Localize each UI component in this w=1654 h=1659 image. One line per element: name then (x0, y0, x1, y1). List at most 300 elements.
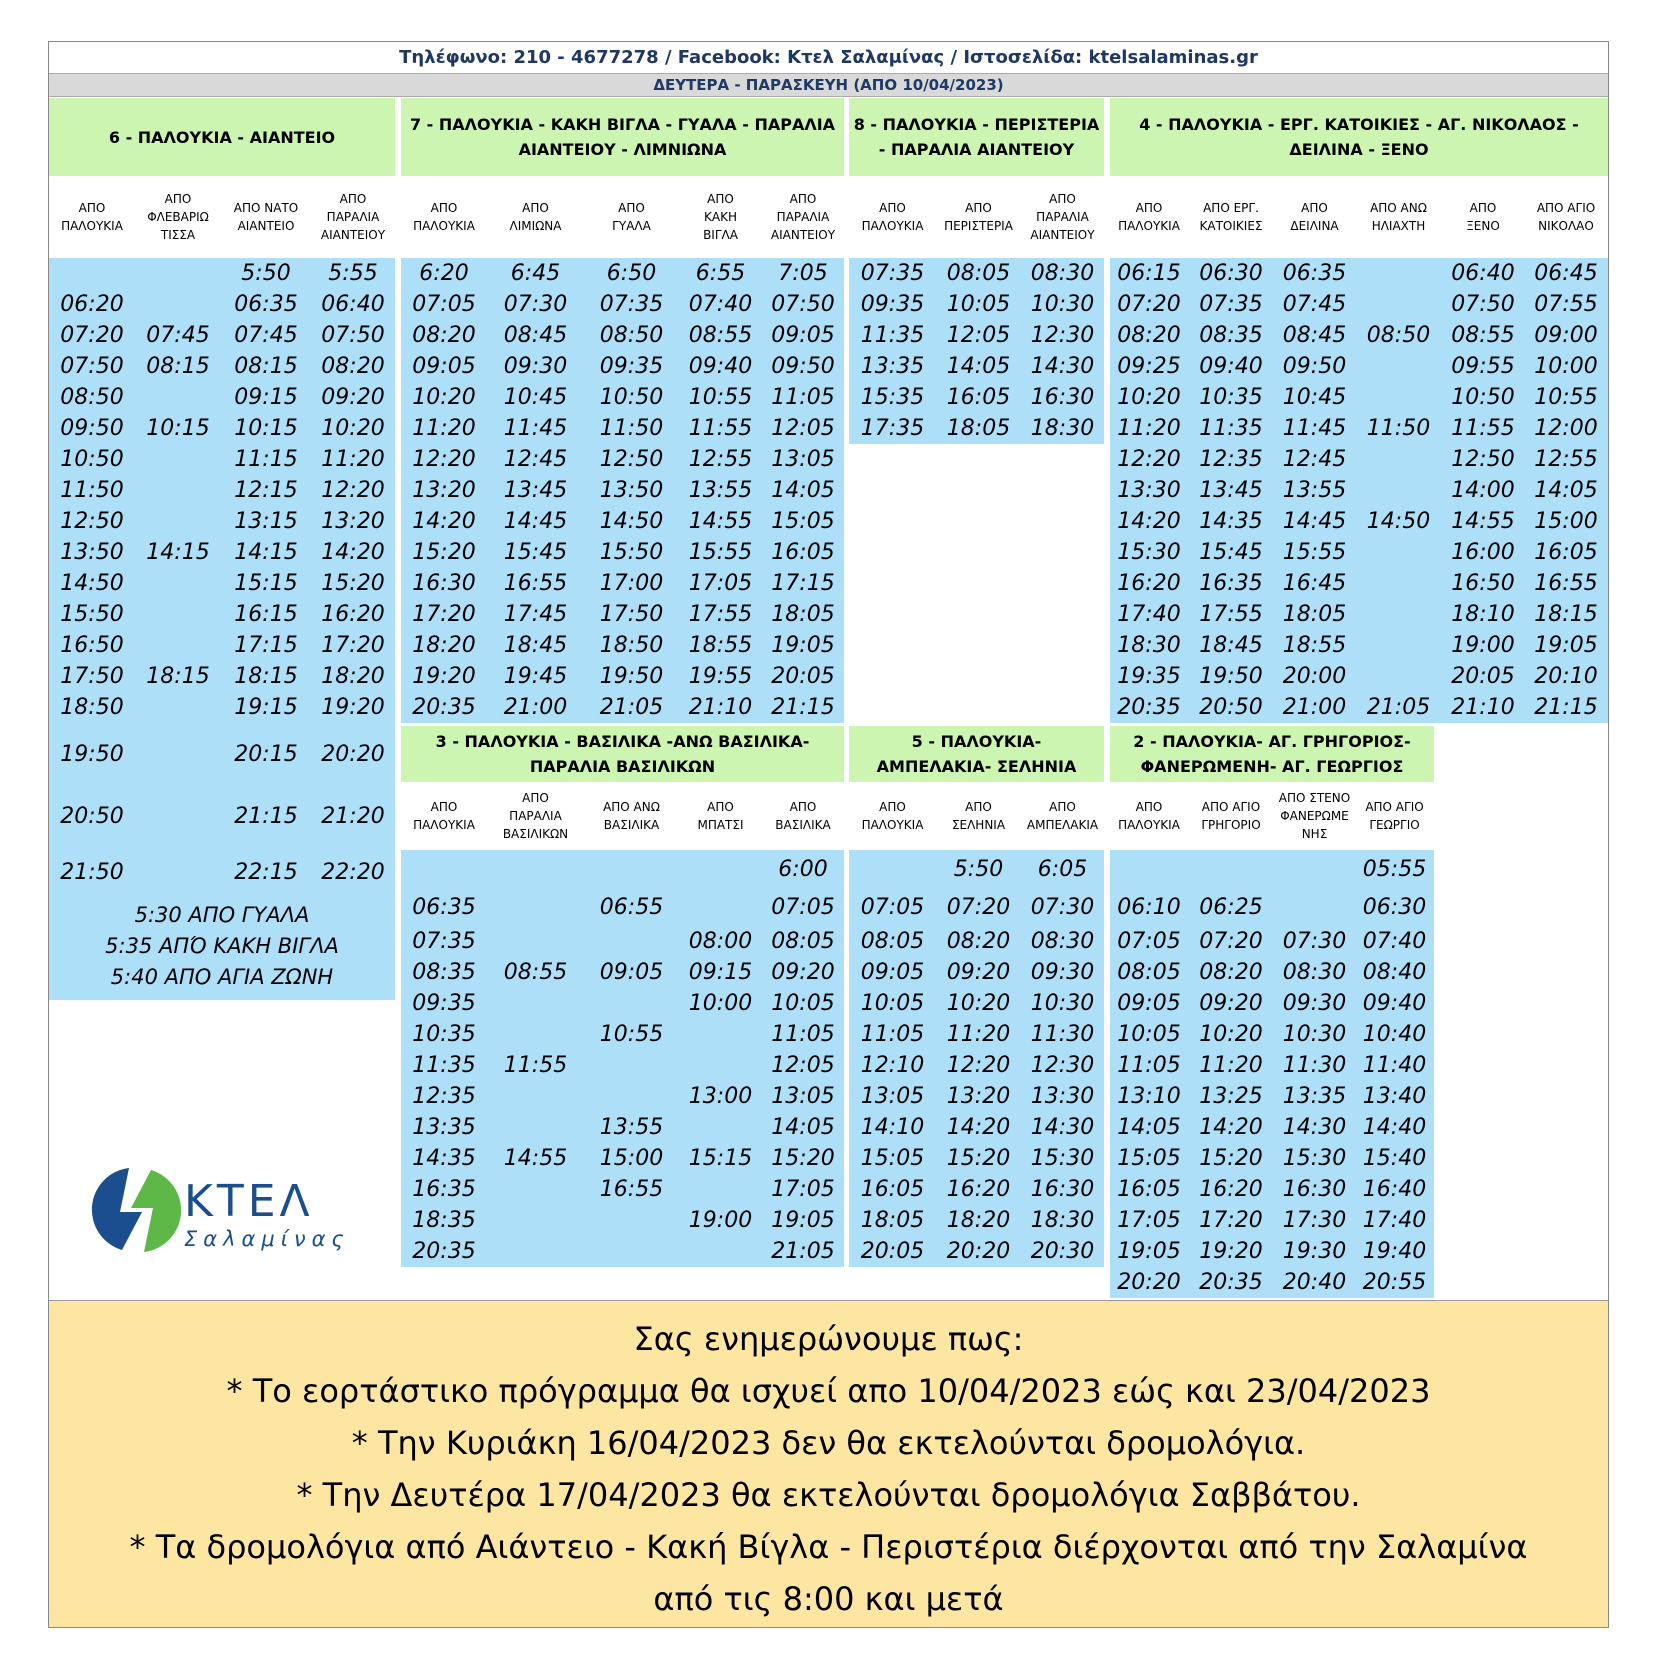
time-cell (135, 630, 221, 661)
time-cell: 22:20 (321, 859, 385, 885)
column-header: ΑΠΟ ΒΑΣΙΛΙΚΑ (775, 800, 831, 832)
column-header: ΑΠΟ ΠΑΛΟΥΚΙΑ (413, 201, 475, 233)
time-cell: 16:05 (771, 540, 835, 565)
time-cell: 08:05 (1117, 960, 1181, 985)
time-cell: 11:35 (1199, 416, 1263, 441)
time-cell (135, 785, 221, 847)
time-cell (679, 1236, 762, 1267)
column-header: ΑΠΟ ΓΥΑΛΑ (612, 201, 651, 233)
time-cell: 11:35 (860, 323, 925, 348)
schedule-period: ΔΕΥΤΕΡΑ - ΠΑΡΑΣΚΕΥΗ (ΑΠΟ 10/04/2023) (49, 74, 1608, 97)
time-cell: 19:20 (412, 664, 476, 689)
time-cell: 16:20 (321, 602, 385, 627)
time-cell: 18:45 (1199, 633, 1263, 658)
time-cell: 06:20 (60, 292, 124, 317)
time-cell: 09:30 (503, 354, 568, 379)
time-cell: 12:20 (412, 447, 476, 472)
time-cell: 14:30 (1282, 1115, 1347, 1140)
time-cell: 09:40 (1362, 991, 1427, 1016)
time-cell (1355, 537, 1442, 568)
time-cell (135, 506, 221, 537)
time-cell: 20:30 (1030, 1239, 1095, 1264)
time-cell: 14:05 (771, 1115, 835, 1140)
time-cell: 15:15 (688, 1146, 753, 1171)
time-cell: 14:45 (503, 509, 568, 534)
time-cell: 07:20 (1199, 929, 1263, 954)
time-cell: 07:35 (860, 261, 925, 286)
time-cell: 10:40 (1362, 1022, 1427, 1047)
time-cell: 13:50 (60, 540, 124, 565)
time-cell: 09:05 (771, 323, 835, 348)
time-cell: 09:50 (60, 416, 124, 441)
time-cell (487, 1205, 584, 1236)
time-cell: 21:15 (1534, 695, 1598, 720)
time-cell: 19:40 (1362, 1239, 1427, 1264)
time-cell: 15:05 (771, 509, 835, 534)
column-headers (401, 782, 844, 850)
time-cell: 19:05 (771, 1208, 835, 1233)
time-cell: 6:00 (778, 856, 828, 882)
time-cell: 14:35 (412, 1146, 476, 1171)
time-cell: 21:10 (688, 695, 753, 720)
time-cell: 5:50 (953, 856, 1004, 882)
route-note: 5:35 ΑΠΌ ΚΑΚΗ ΒΙΓΛΑ (105, 934, 339, 958)
time-cell: 15:40 (1362, 1146, 1427, 1171)
time-cell: 16:40 (1362, 1177, 1427, 1202)
time-cell (487, 850, 584, 888)
time-cell: 09:15 (234, 385, 298, 410)
time-cell: 07:30 (1282, 929, 1347, 954)
time-cell: 16:45 (1282, 571, 1347, 596)
time-cell: 15:20 (321, 571, 385, 596)
column-header: ΑΠΟ ΦΛΕΒΑΡΙΩ ΤΙΣΣΑ (147, 192, 209, 242)
time-cell: 07:35 (599, 292, 664, 317)
time-cell: 20:05 (771, 664, 835, 689)
time-cell: 13:30 (1117, 478, 1181, 503)
time-cell: 18:10 (1451, 602, 1515, 627)
time-cell (487, 1112, 584, 1143)
column-header: ΑΠΟ ΝΑΤΟ ΑΙΑΝΤΕΙΟ (233, 201, 299, 233)
time-cell: 07:45 (146, 323, 210, 348)
time-cell: 15:45 (503, 540, 568, 565)
time-cell: 10:00 (1534, 354, 1598, 379)
time-cell: 11:30 (1030, 1022, 1095, 1047)
time-cell: 14:05 (771, 478, 835, 503)
times-table (849, 258, 1104, 444)
time-cell: 7:05 (778, 261, 828, 286)
time-cell: 08:55 (503, 960, 568, 985)
time-cell: 15:30 (1030, 1146, 1095, 1171)
time-cell: 11:50 (60, 478, 124, 503)
column-header: ΑΠΟ ΠΑΛΟΥΚΙΑ (1118, 201, 1180, 233)
time-cell (135, 444, 221, 475)
time-cell: 11:35 (412, 1053, 476, 1078)
time-cell: 09:50 (771, 354, 835, 379)
time-cell: 13:05 (771, 447, 835, 472)
time-cell: 11:20 (412, 416, 476, 441)
time-cell: 20:55 (1362, 1270, 1427, 1295)
time-cell: 11:20 (946, 1022, 1011, 1047)
time-cell: 19:35 (1117, 664, 1181, 689)
time-cell: 13:35 (412, 1115, 476, 1140)
time-cell (584, 1050, 679, 1081)
time-cell: 17:20 (1199, 1208, 1263, 1233)
time-cell: 09:30 (1282, 991, 1347, 1016)
time-cell: 18:55 (688, 633, 753, 658)
time-cell: 14:35 (1199, 509, 1263, 534)
time-cell: 12:55 (1534, 447, 1598, 472)
time-cell (849, 850, 936, 888)
times-table (1110, 258, 1608, 723)
time-cell: 08:55 (688, 323, 753, 348)
time-cell: 07:30 (1030, 894, 1095, 920)
time-cell: 13:30 (1030, 1084, 1095, 1109)
time-cell: 20:05 (1451, 664, 1515, 689)
time-cell (1188, 850, 1274, 888)
time-cell: 09:20 (946, 960, 1011, 985)
times-table (401, 258, 844, 723)
time-cell: 10:15 (234, 416, 298, 441)
time-cell (135, 289, 221, 320)
time-cell: 08:30 (1282, 960, 1347, 985)
time-cell: 18:15 (1534, 602, 1598, 627)
time-cell: 6:50 (606, 261, 657, 286)
time-cell: 16:35 (412, 1177, 476, 1202)
column-header: ΑΠΟ ΠΑΛΟΥΚΙΑ (61, 201, 123, 233)
time-cell: 10:30 (1030, 292, 1095, 317)
time-cell: 16:05 (946, 385, 1011, 410)
time-cell: 07:40 (1362, 929, 1427, 954)
time-cell: 14:05 (1117, 1115, 1181, 1140)
time-cell: 6:20 (419, 261, 469, 286)
times-table (49, 258, 395, 897)
time-cell (679, 888, 762, 926)
time-cell: 20:40 (1282, 1270, 1347, 1295)
time-cell: 17:00 (599, 571, 664, 596)
time-cell: 06:40 (321, 292, 385, 317)
time-cell (1355, 630, 1442, 661)
time-cell: 14:20 (1199, 1115, 1263, 1140)
time-cell: 10:30 (1282, 1022, 1347, 1047)
time-cell: 20:50 (60, 803, 124, 829)
time-cell: 16:05 (1534, 540, 1598, 565)
column-header: ΑΠΟ ΑΓΙΟ ΝΙΚΟΛΑΟ (1536, 201, 1596, 233)
time-cell: 09:30 (1030, 960, 1095, 985)
time-cell: 12:30 (1030, 1053, 1095, 1078)
time-cell: 10:20 (321, 416, 385, 441)
time-cell: 06:35 (412, 894, 476, 920)
time-cell (135, 258, 221, 289)
time-cell: 14:50 (599, 509, 664, 534)
time-cell: 21:00 (1282, 695, 1347, 720)
time-cell: 17:05 (1117, 1208, 1181, 1233)
time-cell: 16:20 (1117, 571, 1181, 596)
time-cell: 13:40 (1362, 1084, 1427, 1109)
column-header: ΑΠΟ ΣΤΕΝΟ ΦΑΝΕΡΩΜΕ ΝΗΣ (1278, 791, 1351, 841)
time-cell: 16:30 (1030, 385, 1095, 410)
time-cell: 09:15 (688, 960, 753, 985)
time-cell: 10:30 (1030, 991, 1095, 1016)
time-cell: 15:30 (1282, 1146, 1347, 1171)
time-cell (135, 692, 221, 723)
time-cell: 19:05 (771, 633, 835, 658)
time-cell: 16:50 (1451, 571, 1515, 596)
time-cell: 17:50 (60, 664, 124, 689)
time-cell: 07:05 (771, 894, 835, 920)
time-cell: 19:00 (1451, 633, 1515, 658)
time-cell (49, 258, 135, 289)
time-cell: 06:40 (1451, 261, 1515, 286)
time-cell: 07:45 (1282, 292, 1347, 317)
time-cell (584, 1236, 679, 1267)
time-cell: 09:35 (860, 292, 925, 317)
time-cell: 18:35 (412, 1208, 476, 1233)
time-cell: 17:15 (234, 633, 298, 658)
time-cell: 11:55 (1451, 416, 1515, 441)
time-cell: 16:55 (1534, 571, 1598, 596)
notice-line: * Την Κυριάκη 16/04/2023 δεν θα εκτελούνται δρομολόγια. (351, 1424, 1306, 1462)
times-table (849, 850, 1104, 1267)
time-cell (135, 568, 221, 599)
time-cell: 11:05 (771, 1022, 835, 1047)
column-header: ΑΠΟ ΑΓΙΟ ΓΡΗΓΟΡΙΟ (1201, 800, 1261, 832)
time-cell: 09:55 (1451, 354, 1515, 379)
column-header: ΑΠΟ ΜΠΑΤΣΙ (697, 800, 744, 832)
column-headers (1110, 782, 1434, 850)
column-header: ΑΠΟ ΑΝΩ ΒΑΣΙΛΙΚΑ (603, 800, 660, 832)
time-cell: 17:55 (1199, 602, 1263, 627)
time-cell: 09:20 (771, 960, 835, 985)
time-cell: 08:20 (1199, 960, 1263, 985)
time-cell: 17:45 (503, 602, 568, 627)
time-cell: 14:00 (1451, 478, 1515, 503)
logo-name: ΚΤΕΛ (184, 1176, 314, 1227)
time-cell: 09:00 (1534, 323, 1598, 348)
time-cell: 14:20 (412, 509, 476, 534)
time-cell: 17:35 (860, 416, 925, 441)
time-cell: 09:20 (1199, 991, 1263, 1016)
time-cell: 07:40 (688, 292, 753, 317)
time-cell: 20:10 (1534, 664, 1598, 689)
time-cell: 13:50 (599, 478, 664, 503)
time-cell: 17:05 (771, 1177, 835, 1202)
time-cell: 11:45 (503, 416, 568, 441)
time-cell: 21:20 (321, 803, 385, 829)
time-cell: 20:35 (412, 695, 476, 720)
column-header: ΑΠΟ ΕΡΓ. ΚΑΤΟΙΚΙΕΣ (1199, 201, 1263, 233)
time-cell: 11:05 (771, 385, 835, 410)
time-cell (584, 926, 679, 957)
column-header: ΑΠΟ ΠΑΛΟΥΚΙΑ (861, 201, 924, 233)
column-header: ΑΠΟ ΠΑΛΟΥΚΙΑ (1118, 800, 1180, 832)
time-cell: 08:05 (860, 929, 925, 954)
time-cell: 12:15 (234, 478, 298, 503)
time-cell: 08:50 (1366, 323, 1431, 348)
time-cell: 19:55 (688, 664, 753, 689)
time-cell: 13:35 (1282, 1084, 1347, 1109)
time-cell: 08:35 (412, 960, 476, 985)
time-cell: 08:30 (1030, 929, 1095, 954)
time-cell: 12:30 (1030, 323, 1095, 348)
time-cell: 06:35 (1282, 261, 1347, 286)
column-header: ΑΠΟ ΔΕΙΛΙΝΑ (1290, 201, 1339, 233)
time-cell (584, 1081, 679, 1112)
notice-line: από τις 8:00 και μετά (653, 1580, 1004, 1618)
time-cell: 15:20 (1199, 1146, 1263, 1171)
time-cell (584, 1205, 679, 1236)
time-cell: 20:15 (234, 741, 298, 767)
time-cell: 13:55 (599, 1115, 664, 1140)
time-cell (1355, 351, 1442, 382)
time-cell: 16:30 (412, 571, 476, 596)
time-cell: 20:00 (1282, 664, 1347, 689)
time-cell: 11:55 (688, 416, 753, 441)
time-cell (135, 723, 221, 785)
time-cell: 06:45 (1534, 261, 1598, 286)
time-cell: 14:30 (1030, 354, 1095, 379)
time-cell: 14:05 (946, 354, 1011, 379)
time-cell: 08:05 (946, 261, 1011, 286)
time-cell: 08:05 (771, 929, 835, 954)
time-cell: 18:30 (1030, 1208, 1095, 1233)
time-cell: 08:45 (1282, 323, 1347, 348)
time-cell (1110, 850, 1188, 888)
time-cell: 17:20 (321, 633, 385, 658)
time-cell: 16:50 (60, 633, 124, 658)
route-title: 2 - ΠΑΛΟΥΚΙΑ- ΑΓ. ΓΡΗΓΟΡΙΟΣ- ΦΑΝΕΡΩΜΕΝΗ- ΑΓ. ΓΕΩΡΓΙΟΣ (1110, 726, 1434, 782)
time-cell (487, 888, 584, 926)
time-cell: 12:45 (1282, 447, 1347, 472)
time-cell: 21:00 (503, 695, 568, 720)
time-cell: 13:20 (321, 509, 385, 534)
time-cell: 11:30 (1282, 1053, 1347, 1078)
times-table (401, 850, 844, 1267)
time-cell (135, 847, 221, 897)
time-cell: 09:35 (412, 991, 476, 1016)
time-cell: 11:50 (599, 416, 664, 441)
time-cell: 06:35 (234, 292, 298, 317)
time-cell: 07:05 (860, 894, 925, 920)
time-cell: 10:05 (946, 292, 1011, 317)
time-cell: 21:05 (1366, 695, 1431, 720)
time-cell: 06:55 (599, 894, 664, 920)
time-cell (679, 850, 762, 888)
time-cell: 09:50 (1282, 354, 1347, 379)
time-cell: 20:20 (321, 741, 385, 767)
time-cell: 11:20 (321, 447, 385, 472)
time-cell: 12:20 (321, 478, 385, 503)
time-cell: 08:15 (234, 354, 298, 379)
time-cell: 14:20 (321, 540, 385, 565)
time-cell: 09:20 (321, 385, 385, 410)
time-cell: 18:50 (599, 633, 664, 658)
column-header: ΑΠΟ ΠΑΡΑΛΙΑ ΒΑΣΙΛΙΚΩΝ (502, 791, 569, 841)
column-headers (849, 176, 1104, 258)
time-cell: 11:55 (503, 1053, 568, 1078)
time-cell: 21:05 (771, 1239, 835, 1264)
time-cell: 06:25 (1199, 894, 1263, 920)
time-cell: 10:55 (599, 1022, 664, 1047)
time-cell (487, 926, 584, 957)
time-cell: 10:35 (412, 1022, 476, 1047)
time-cell: 10:20 (1199, 1022, 1263, 1047)
time-cell: 12:10 (860, 1053, 925, 1078)
time-cell: 11:05 (860, 1022, 925, 1047)
time-cell: 11:15 (234, 447, 298, 472)
notice-line: * Τα δρομολόγια από Αιάντειο - Κακή Βίγλα - Περιστέρια διέρχονται από την Σαλαμίνα (129, 1528, 1528, 1566)
time-cell: 20:50 (1199, 695, 1263, 720)
time-cell (1274, 888, 1355, 926)
time-cell: 07:35 (1199, 292, 1263, 317)
time-cell: 17:50 (599, 602, 664, 627)
time-cell: 16:35 (1199, 571, 1263, 596)
time-cell (1355, 289, 1442, 320)
time-cell: 08:00 (688, 929, 753, 954)
time-cell: 5:55 (328, 261, 378, 286)
time-cell (1355, 599, 1442, 630)
time-cell: 15:55 (1282, 540, 1347, 565)
time-cell: 07:20 (1117, 292, 1181, 317)
time-cell: 15:05 (860, 1146, 925, 1171)
time-cell: 14:15 (146, 540, 210, 565)
time-cell: 10:15 (146, 416, 210, 441)
time-cell (487, 1081, 584, 1112)
time-cell: 11:20 (1199, 1053, 1263, 1078)
time-cell (1355, 258, 1442, 289)
time-cell: 08:20 (321, 354, 385, 379)
column-header: ΑΠΟ ΑΓΙΟ ΓΕΩΡΓΙΟ (1365, 800, 1424, 832)
time-cell: 14:50 (1366, 509, 1431, 534)
time-cell: 10:20 (946, 991, 1011, 1016)
time-cell: 08:20 (1117, 323, 1181, 348)
time-cell: 20:20 (946, 1239, 1011, 1264)
times-table (1110, 850, 1434, 1298)
column-header: ΑΠΟ ΞΕΝΟ (1466, 201, 1500, 233)
time-cell: 10:55 (1534, 385, 1598, 410)
time-cell (1355, 661, 1442, 692)
time-cell: 06:15 (1117, 261, 1181, 286)
time-cell: 22:15 (234, 859, 298, 885)
route-title: 3 - ΠΑΛΟΥΚΙΑ - ΒΑΣΙΛΙΚΑ -ΑΝΩ ΒΑΣΙΛΙΚΑ- ΠΑΡΑΛΙΑ ΒΑΣΙΛΙΚΩΝ (401, 726, 844, 782)
time-cell: 14:20 (946, 1115, 1011, 1140)
contact-info: Τηλέφωνο: 210 - 4677278 / Facebook: Κτελ Σαλαμίνας / Ιστοσελίδα: ktelsalaminas.gr (49, 42, 1608, 74)
time-cell: 21:15 (771, 695, 835, 720)
time-cell (487, 1174, 584, 1205)
time-cell: 18:20 (321, 664, 385, 689)
time-cell: 07:50 (60, 354, 124, 379)
time-cell: 15:45 (1199, 540, 1263, 565)
time-cell: 12:35 (412, 1084, 476, 1109)
column-header: ΑΠΟ ΣΕΛΗΝΙΑ (951, 800, 1006, 832)
time-cell: 16:05 (1117, 1177, 1181, 1202)
time-cell: 08:15 (146, 354, 210, 379)
time-cell: 10:05 (860, 991, 925, 1016)
column-header: ΑΠΟ ΛΙΜΙΩΝΑ (509, 201, 562, 233)
time-cell: 14:55 (1451, 509, 1515, 534)
time-cell: 10:50 (1451, 385, 1515, 410)
time-cell (584, 850, 679, 888)
time-cell: 13:05 (860, 1084, 925, 1109)
time-cell: 09:25 (1117, 354, 1181, 379)
time-cell (1274, 850, 1355, 888)
time-cell: 20:35 (1117, 695, 1181, 720)
time-cell: 13:20 (946, 1084, 1011, 1109)
time-cell: 20:20 (1117, 1270, 1181, 1295)
column-headers (49, 176, 395, 258)
route-title: 5 - ΠΑΛΟΥΚΙΑ- ΑΜΠΕΛΑΚΙΑ- ΣΕΛΗΝΙΑ (849, 726, 1104, 782)
time-cell: 20:35 (412, 1239, 476, 1264)
ktel-logo (84, 1160, 354, 1260)
